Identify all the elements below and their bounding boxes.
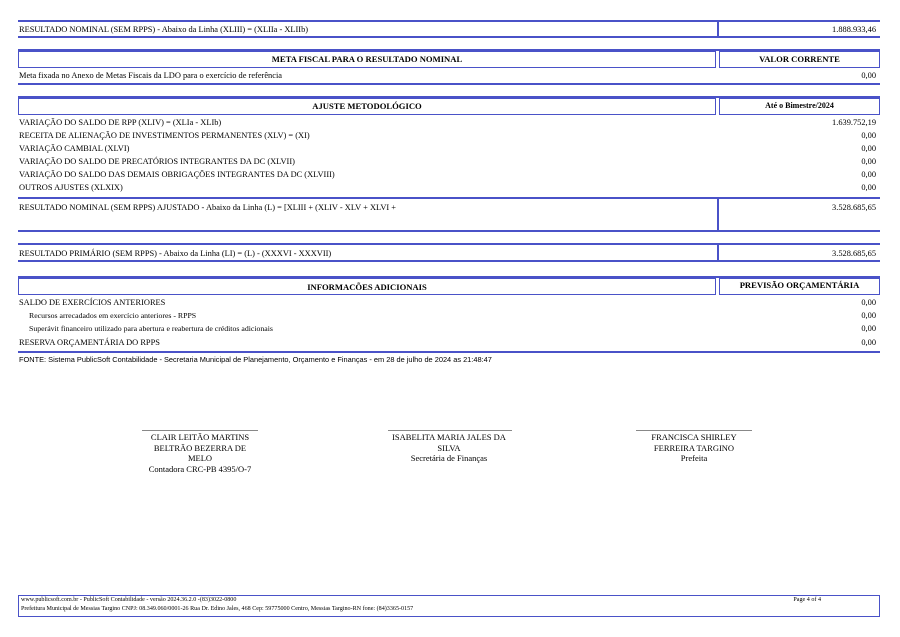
row-value: 0,00 [861, 144, 876, 153]
row-label: Recursos arrecadados em exercício anteriores - RPPS [29, 311, 197, 320]
row-label: RESERVA ORÇAMENTÁRIA DO RPPS [19, 338, 160, 347]
rule [18, 83, 880, 85]
row-value: 1.639.752,19 [832, 118, 876, 127]
previsao-header: PREVISÃO ORÇAMENTÁRIA [739, 280, 860, 290]
footer-address-line: Prefeitura Municipal de Messias Targino CNPJ: 08.349.060/0001-26 Rua Dr. Edino Jales, 468 Cep: 59775000 Centro, Messias Targino-RN fone: (84)3365-0157 [21, 606, 414, 612]
signature-name-line: CLAIR LEITÃO MARTINS [150, 432, 250, 442]
resultado-primario-row [19, 247, 876, 260]
informacoes-header: INFORMACÕES ADICIONAIS [307, 282, 427, 292]
row-label: RESULTADO NOMINAL (SEM RPPS) AJUSTADO - Abaixo da Linha (L) = [XLIII + (XLIV - XLV + XLVI + [19, 203, 397, 212]
row-value: 0,00 [861, 183, 876, 192]
informacoes-row [19, 336, 876, 349]
ajuste-row [19, 116, 876, 129]
meta-fiscal-header: META FISCAL PARA O RESULTADO NOMINAL [271, 54, 463, 64]
rule [18, 260, 880, 262]
rule [18, 36, 880, 38]
ajuste-row [19, 181, 876, 194]
row-label: OUTROS AJUSTES (XLXIX) [19, 183, 123, 192]
ajuste-row [19, 168, 876, 181]
informacoes-row [19, 309, 876, 322]
signature-line [388, 430, 512, 431]
informacoes-row [19, 322, 876, 335]
row-value: 0,00 [861, 170, 876, 179]
rule [18, 197, 880, 199]
signature-line [636, 430, 752, 431]
row-label: RESULTADO NOMINAL (SEM RPPS) - Abaixo da Linha (XLIII) = (XLIIa - XLIIb) [19, 25, 309, 34]
row-label: SALDO DE EXERCÍCIOS ANTERIORES [19, 298, 166, 307]
ajuste-row [19, 142, 876, 155]
rule [18, 243, 880, 245]
row-label: VARIAÇÃO DO SALDO DAS DEMAIS OBRIGAÇÕES INTEGRANTES DA DC (XLVIII) [19, 170, 335, 179]
row-label: VARIAÇÃO DO SALDO DE PRECATÓRIOS INTEGRANTES DA DC (XLVII) [19, 157, 295, 166]
rule [18, 230, 880, 232]
ajustado-total-row [19, 201, 876, 214]
row-value: 1.888.933,46 [832, 25, 876, 34]
meta-fiscal-row [19, 69, 876, 82]
signature-role: Prefeita [680, 453, 708, 463]
ajuste-row [19, 155, 876, 168]
signature-name-line: SILVA [437, 442, 461, 453]
signature-name-line: FRANCISCA SHIRLEY [651, 432, 737, 442]
signature-name-line: FERREIRA TARGINO [653, 442, 735, 453]
row-label: Meta fixada no Anexo de Metas Fiscais da LDO para o exercício de referência [19, 71, 283, 80]
resultado-nominal-row [19, 23, 876, 36]
bimestre-header: Até o Bimestre/2024 [765, 101, 834, 110]
fonte-note: FONTE: Sistema PublicSoft Contabilidade - Secretaria Municipal de Planejamento, Orçamento e Finanças - em 28 de julho de 2024 as 21:48:47 [19, 355, 492, 364]
row-value: 0,00 [861, 311, 876, 320]
footer-website-line: www.publicsoft.com.br - PublicSoft Contabilidade - versão 2024.36.2.0 -(83)3022-0800 [21, 597, 237, 603]
signature-role: Secretária de Finanças [410, 453, 488, 463]
top-rule [18, 20, 880, 22]
informacoes-row [19, 296, 876, 309]
ajuste-header: AJUSTE METODOLÓGICO [312, 101, 422, 111]
row-label: RECEITA DE ALIENAÇÃO DE INVESTIMENTOS PERMANENTES (XLV) = (XI) [19, 131, 310, 140]
valor-corrente-header: VALOR CORRENTE [759, 54, 840, 64]
row-value: 3.528.685,65 [832, 249, 876, 258]
page-number: Page 4 of 4 [793, 597, 821, 603]
row-value: 0,00 [861, 71, 876, 80]
row-label: VARIAÇÃO DO SALDO DE RPP (XLIV) = (XLIa - XLIb) [19, 118, 222, 127]
row-label: Superávit financeiro utilizado para abertura e reabertura de créditos adicionais [29, 324, 273, 333]
signature-contadora [115, 432, 285, 474]
ajuste-row [19, 129, 876, 142]
signature-name-line: MELO [187, 453, 213, 463]
signature-secretaria [364, 432, 534, 464]
signature-name-line: ISABELITA MARIA JALES DA [392, 432, 506, 442]
signature-role: Contadora CRC-PB 4395/O-7 [148, 463, 252, 474]
row-label: VARIAÇÃO CAMBIAL (XLVI) [19, 144, 130, 153]
row-value: 0,00 [861, 338, 876, 347]
page-footer [18, 595, 880, 617]
signature-name-line: BELTRÃO BEZERRA DE [153, 442, 247, 453]
row-value: 0,00 [861, 131, 876, 140]
row-value: 0,00 [861, 298, 876, 307]
row-value: 3.528.685,65 [832, 203, 876, 212]
row-value: 0,00 [861, 157, 876, 166]
signature-line [142, 430, 258, 431]
row-value: 0,00 [861, 324, 876, 333]
row-label: RESULTADO PRIMÁRIO (SEM RPPS) - Abaixo da Linha (LI) = (L) - (XXXVI - XXXVII) [19, 249, 332, 258]
rule [18, 351, 880, 353]
signature-prefeita [609, 432, 779, 464]
